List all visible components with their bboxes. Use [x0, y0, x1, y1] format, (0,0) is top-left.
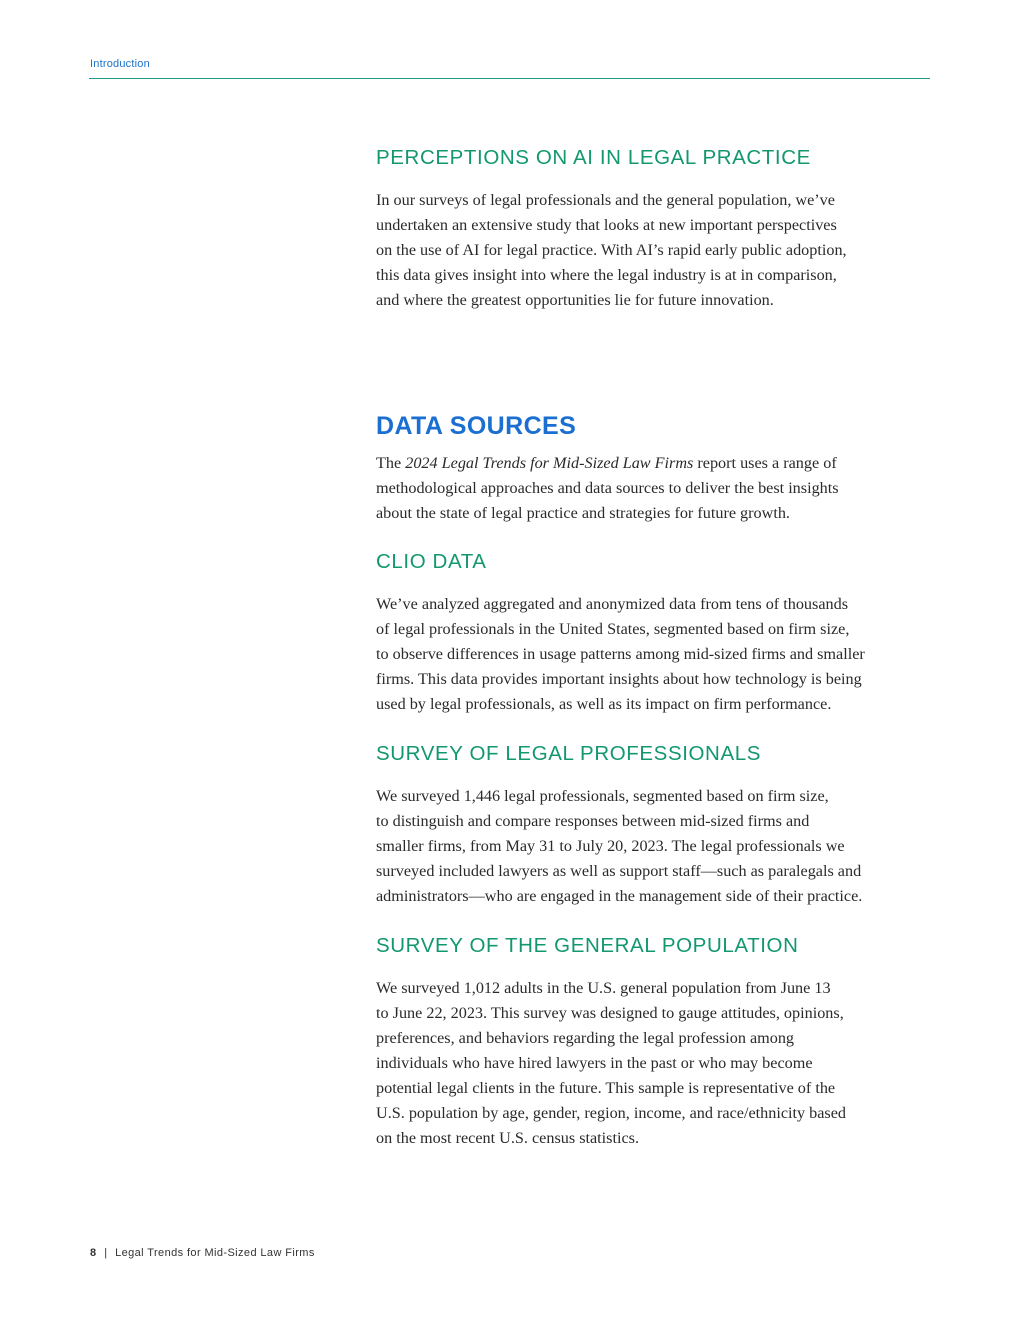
page-number: 8 — [90, 1247, 97, 1259]
paragraph-line: preferences, and behaviors regarding the legal profession among — [376, 1029, 795, 1047]
paragraph-line: to June 22, 2023. This survey was designed to gauge attitudes, opinions, — [376, 1004, 844, 1022]
survey-general-paragraph — [376, 976, 946, 1151]
paragraph-line: surveyed included lawyers as well as support staff—such as paralegals and — [376, 862, 862, 880]
paragraph-line: of legal professionals in the United States, segmented based on firm size, — [376, 620, 850, 638]
survey-legal-paragraph — [376, 784, 946, 909]
paragraph-line: methodological approaches and data sources to deliver the best insights — [376, 479, 839, 497]
survey-general-heading: SURVEY OF THE GENERAL POPULATION — [376, 934, 799, 957]
data-sources-heading: DATA SOURCES — [376, 412, 577, 440]
intro-prefix: The — [376, 454, 406, 472]
report-title: 2024 Legal Trends for Mid-Sized Law Firms — [405, 454, 694, 472]
paragraph-line: firms. This data provides important insights about how technology is being — [376, 670, 862, 688]
paragraph-line: We surveyed 1,446 legal professionals, segmented based on firm size, — [376, 787, 829, 805]
paragraph-line: potential legal clients in the future. This sample is representative of the — [376, 1079, 836, 1097]
paragraph-line: used by legal professionals, as well as its impact on firm performance. — [376, 695, 832, 713]
paragraph-line: undertaken an extensive study that looks at new important perspectives — [376, 216, 837, 234]
clio-data-heading: CLIO DATA — [376, 550, 487, 573]
paragraph-line: to distinguish and compare responses between mid-sized firms and — [376, 812, 810, 830]
paragraph-line: administrators—who are engaged in the management side of their practice. — [376, 887, 863, 905]
paragraph-line: and where the greatest opportunities lie for future innovation. — [376, 291, 774, 309]
paragraph-line: on the use of AI for legal practice. With AI’s rapid early public adoption, — [376, 241, 847, 259]
document-title: Legal Trends for Mid-Sized Law Firms — [115, 1247, 315, 1259]
page-footer — [90, 1247, 315, 1259]
paragraph-line: In our surveys of legal professionals and the general population, we’ve — [376, 191, 835, 209]
paragraph-line — [376, 451, 946, 476]
paragraph-line: smaller firms, from May 31 to July 20, 2023. The legal professionals we — [376, 837, 845, 855]
survey-legal-heading: SURVEY OF LEGAL PROFESSIONALS — [376, 742, 762, 765]
data-sources-paragraph — [376, 451, 946, 526]
paragraph-line: We surveyed 1,012 adults in the U.S. general population from June 13 — [376, 979, 831, 997]
perceptions-paragraph — [376, 188, 946, 313]
paragraph-line: about the state of legal practice and strategies for future growth. — [376, 504, 790, 522]
perceptions-heading: PERCEPTIONS ON AI IN LEGAL PRACTICE — [376, 146, 811, 169]
paragraph-line: on the most recent U.S. census statistics. — [376, 1129, 640, 1147]
paragraph-line: to observe differences in usage patterns among mid-sized firms and smaller — [376, 645, 865, 663]
header-divider — [89, 78, 930, 79]
footer-separator: | — [104, 1247, 108, 1259]
paragraph-line: individuals who have hired lawyers in the past or who may become — [376, 1054, 813, 1072]
paragraph-line: this data gives insight into where the legal industry is at in comparison, — [376, 266, 837, 284]
section-label: Introduction — [90, 58, 150, 70]
paragraph-line: We’ve analyzed aggregated and anonymized data from tens of thousands — [376, 595, 848, 613]
intro-suffix: report uses a range of — [693, 454, 837, 472]
paragraph-line: U.S. population by age, gender, region, income, and race/ethnicity based — [376, 1104, 846, 1122]
clio-data-paragraph — [376, 592, 946, 717]
